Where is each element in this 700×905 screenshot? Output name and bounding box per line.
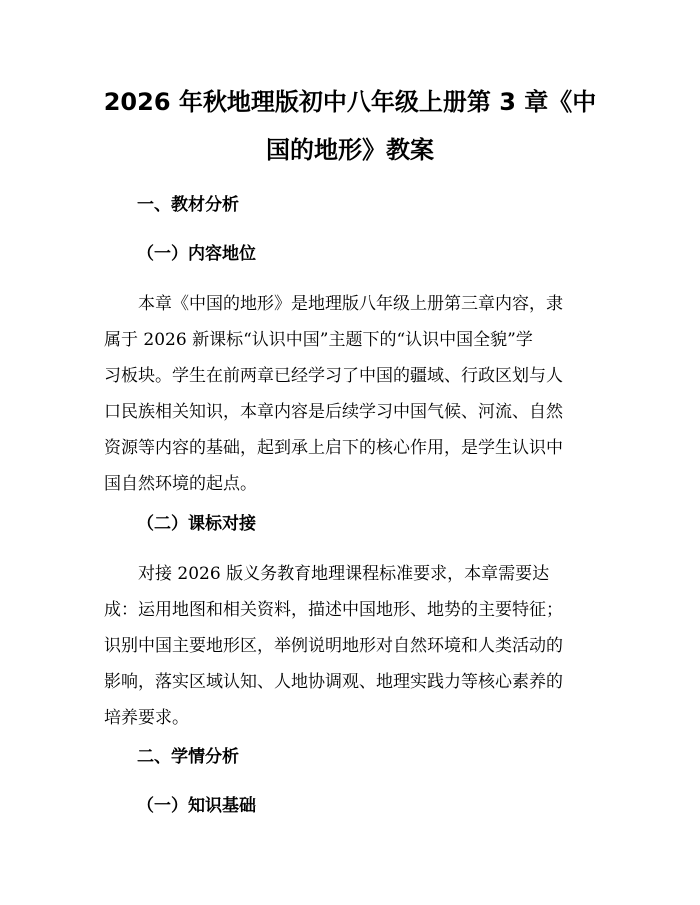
paragraph-line: 属于 2026 新课标“认识中国”主题下的“认识中国全貌”学 [104,330,533,350]
paragraph-line: 识别中国主要地形区，举例说明地形对自然环境和人类活动的 [104,636,563,656]
paragraph-line: 培养要求。 [104,708,189,728]
paragraph-line: 资源等内容的基础，起到承上启下的核心作用，是学生认识中 [104,438,563,458]
subsection-heading-content-position: （一）内容地位 [137,244,256,264]
paragraph-content-position [104,286,604,502]
paragraph-line: 国自然环境的起点。 [104,474,257,494]
paragraph-curriculum-alignment [104,556,604,736]
paragraph-line: 习板块。学生在前两章已经学习了中国的疆域、行政区划与人 [104,366,563,386]
paragraph-line: 影响，落实区域认知、人地协调观、地理实践力等核心素养的 [104,672,563,692]
document-title-line-1: 2026 年秋地理版初中八年级上册第 3 章《中 [103,88,597,116]
section-heading-learner-analysis: 二、学情分析 [137,747,239,767]
paragraph-line: 对接 2026 版义务教育地理课程标准要求，本章需要达 [138,564,550,584]
section-heading-textbook-analysis: 一、教材分析 [137,195,239,215]
subsection-heading-curriculum-alignment: （二）课标对接 [137,514,256,534]
subsection-heading-knowledge-foundation: （一）知识基础 [137,796,256,816]
paragraph-line: 本章《中国的地形》是地理版八年级上册第三章内容，隶 [138,294,563,314]
paragraph-line: 成：运用地图和相关资料，描述中国地形、地势的主要特征； [104,600,563,620]
document-title-line-2: 国的地形》教案 [266,136,434,164]
paragraph-line: 口民族相关知识，本章内容是后续学习中国气候、河流、自然 [104,402,563,422]
